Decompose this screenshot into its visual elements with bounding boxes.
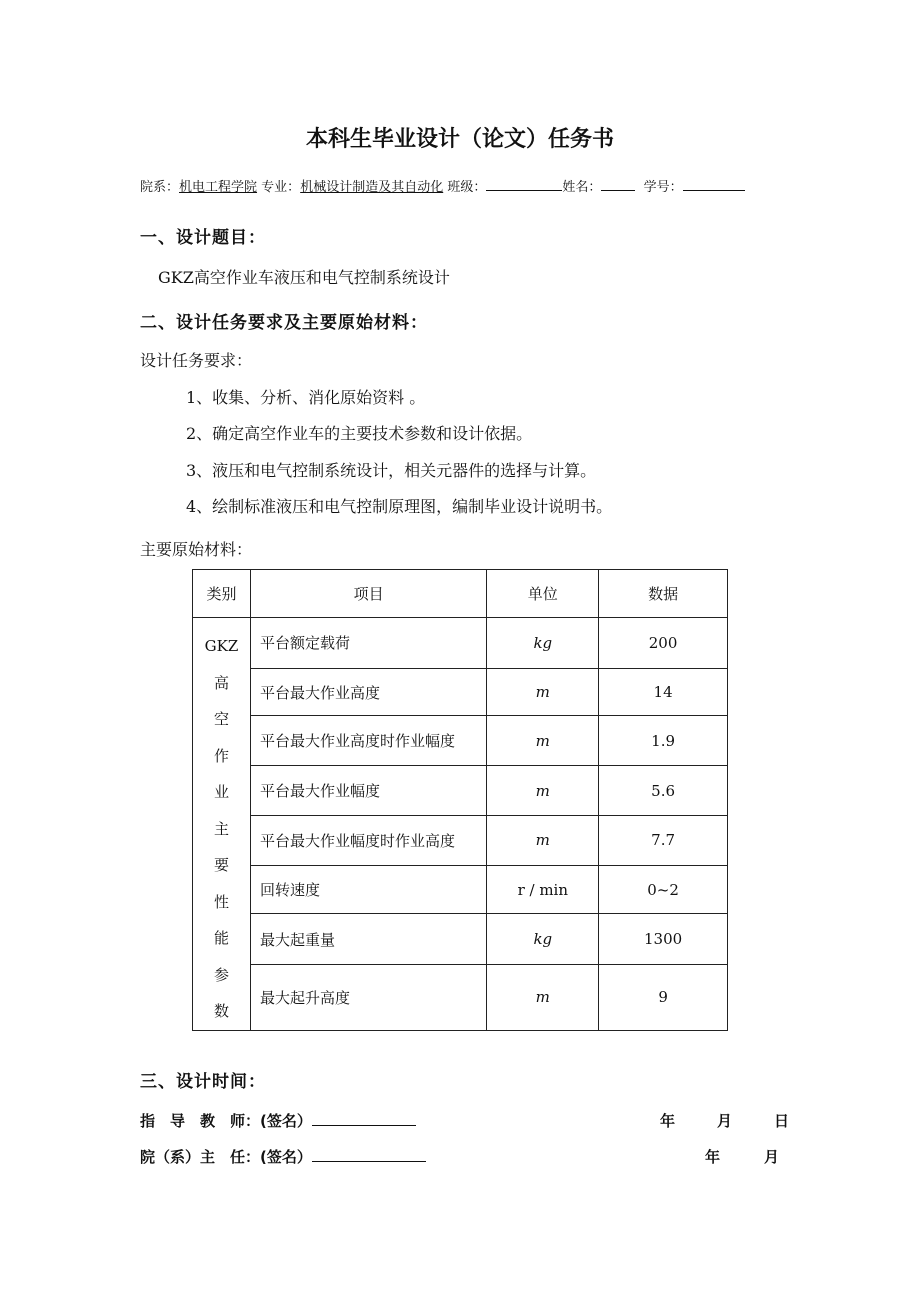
name-blank[interactable]: [601, 178, 635, 191]
materials-label: 主要原始材料：: [140, 540, 253, 559]
requirement-item: 4、绘制标准液压和电气控制原理图，编制毕业设计说明书。: [186, 497, 613, 516]
requirement-item: 2、确定高空作业车的主要技术参数和设计依据。: [186, 424, 533, 443]
section3-heading: 三、设计时间：: [140, 1072, 266, 1092]
value-cell: 1300: [599, 914, 728, 965]
advisor-date-month: 月: [717, 1112, 733, 1130]
unit-cell: kg: [487, 618, 599, 669]
class-label: 班级：: [447, 180, 487, 195]
category-cell: [193, 618, 251, 1031]
item-cell: 平台最大作业幅度: [250, 766, 486, 816]
item-cell: 最大起重量: [250, 914, 486, 965]
unit-cell: m: [487, 965, 599, 1030]
item-cell: 平台额定载荷: [250, 618, 486, 669]
section1-heading: 一、设计题目：: [140, 228, 266, 248]
head-signature-line: [140, 1146, 426, 1167]
unit-cell: m: [487, 766, 599, 816]
advisor-date-year: 年: [660, 1112, 676, 1130]
table-row: [193, 668, 728, 716]
head-date-month: 月: [764, 1148, 780, 1166]
item-cell: 回转速度: [250, 865, 486, 914]
advisor-label: 指 导 教 师：(签名）: [140, 1112, 312, 1130]
item-cell: 平台最大作业高度时作业幅度: [250, 716, 486, 766]
item-cell: 平台最大作业幅度时作业高度: [250, 815, 486, 865]
category-char: 高: [213, 673, 229, 692]
category-text: [202, 628, 240, 1030]
unit-cell: m: [487, 668, 599, 716]
advisor-signature-line: [140, 1110, 416, 1131]
dept-label: 院系：: [140, 180, 180, 195]
category-char: 业: [213, 783, 229, 801]
section2-heading: 二、设计任务要求及主要原始材料：: [140, 313, 428, 333]
table-row: [193, 618, 728, 669]
category-char: 参: [213, 965, 229, 984]
advisor-date-day: 日: [774, 1112, 790, 1130]
category-char: 性: [213, 892, 229, 911]
head-date-year: 年: [705, 1148, 721, 1166]
unit-cell: m: [487, 716, 599, 766]
major-value: 机械设计制造及其自动化: [300, 180, 444, 195]
unit-cell: r / min: [487, 865, 599, 914]
value-cell: 9: [599, 965, 728, 1030]
page-title: 本科生毕业设计（论文）任务书: [305, 127, 614, 152]
class-blank[interactable]: [486, 178, 562, 191]
table-row: [193, 716, 728, 766]
table-row: [193, 865, 728, 914]
table-row: [193, 965, 728, 1030]
id-label: 学号：: [643, 180, 683, 195]
design-topic: GKZ高空作业车液压和电气控制系统设计: [158, 268, 450, 287]
unit-cell: kg: [487, 914, 599, 965]
name-label: 姓名：: [562, 180, 602, 195]
header-cell: 项目: [250, 570, 486, 618]
unit-cell: m: [487, 815, 599, 865]
category-char: 主: [213, 819, 229, 838]
header-cell: 数据: [599, 570, 728, 618]
parameters-table: [192, 569, 728, 1031]
requirement-item: 1、收集、分析、消化原始资料 。: [186, 388, 426, 407]
dept-value: 机电工程学院: [179, 180, 258, 195]
requirements-label: 设计任务要求：: [140, 351, 253, 370]
head-label: 院（系）主 任：(签名）: [140, 1148, 312, 1166]
value-cell: 5.6: [599, 766, 728, 816]
item-cell: 最大起升高度: [250, 965, 486, 1030]
table-row: [193, 815, 728, 865]
requirement-item: 3、液压和电气控制系统设计，相关元器件的选择与计算。: [186, 461, 597, 480]
advisor-signature-blank[interactable]: [312, 1111, 416, 1126]
category-char: 空: [213, 710, 229, 728]
value-cell: 1.9: [599, 716, 728, 766]
category-char: GKZ: [204, 637, 239, 655]
head-signature-blank[interactable]: [312, 1147, 426, 1162]
header-cell: 类别: [193, 570, 251, 618]
category-char: 能: [213, 929, 229, 947]
header-cell: 单位: [487, 570, 599, 618]
category-char: 作: [213, 746, 229, 765]
major-label: 专业：: [261, 180, 301, 195]
value-cell: 14: [599, 668, 728, 716]
category-char: 数: [213, 1002, 229, 1020]
id-blank[interactable]: [683, 178, 745, 191]
value-cell: 200: [599, 618, 728, 669]
item-cell: 平台最大作业高度: [250, 668, 486, 716]
category-char: 要: [213, 856, 229, 874]
table-row: [193, 914, 728, 965]
student-info-line: [140, 176, 745, 195]
table-header-row: [193, 570, 728, 618]
table-row: [193, 766, 728, 816]
value-cell: 0~2: [599, 865, 728, 914]
value-cell: 7.7: [599, 815, 728, 865]
